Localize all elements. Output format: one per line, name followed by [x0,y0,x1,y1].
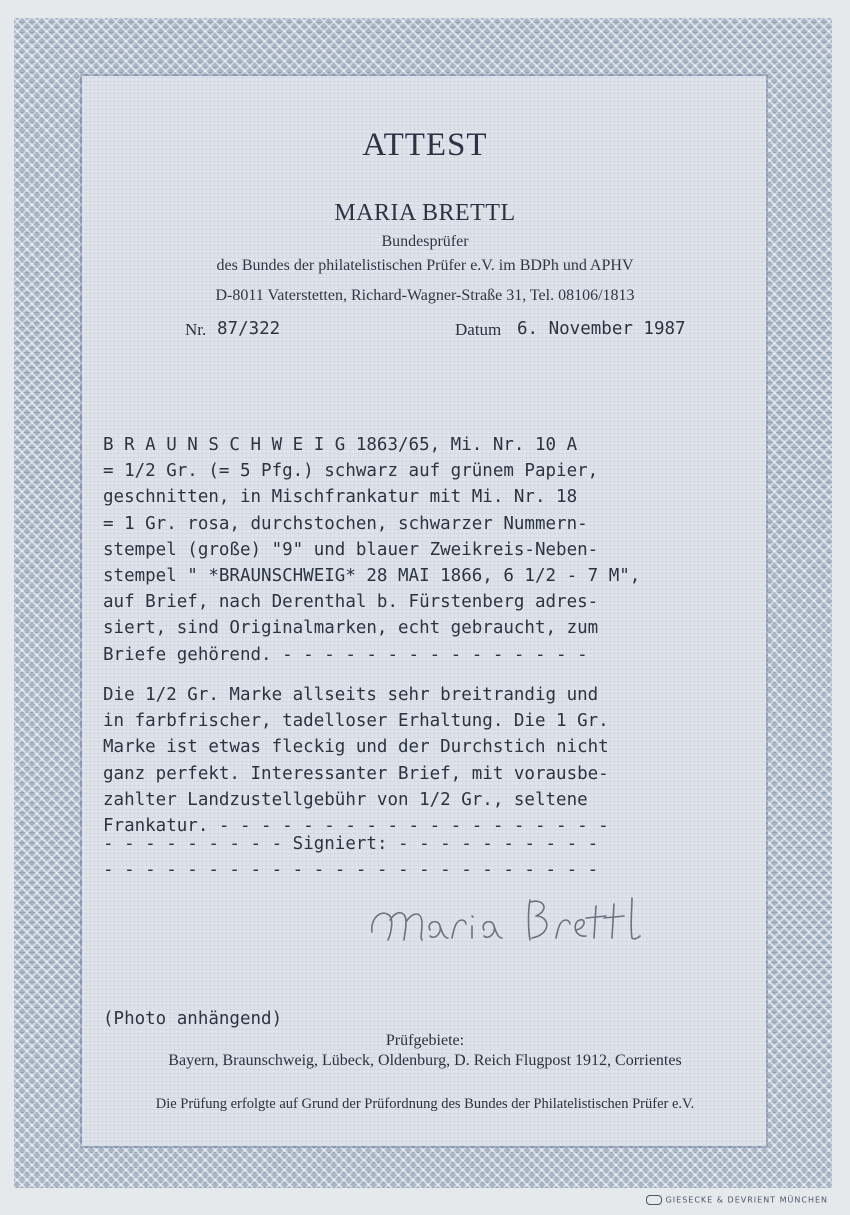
text-line: B R A U N S C H W E I G 1863/65, Mi. Nr. 10 A [103,435,578,455]
examiner-role: Bundesprüfer [381,233,469,250]
text-line: Briefe gehörend. - - - - - - - - - - - - - - - [103,644,588,665]
text-line: auf Brief, nach Derenthal b. Fürstenberg adres- [103,592,599,613]
text-line: zahlter Landzustellgebühr von 1/2 Gr., seltene [103,789,588,810]
printer-imprint [646,1195,828,1205]
number-label: Nr. [185,320,207,339]
footer-note: Die Prüfung erfolgte auf Grund der Prüfordnung des Bundes der Philatelistischen Prüfer e.V. [155,1096,695,1112]
pruefgebiete-list: Bayern, Braunschweig, Lübeck, Oldenburg, D. Reich Flugpost 1912, Corrientes [168,1052,682,1069]
dash-line: - - - - - - - - - - - - - - - - - - - - - - - - [103,860,599,880]
description-paragraph [103,432,640,668]
text-line: geschnitten, in Mischfrankatur mit Mi. Nr. 18 [103,487,578,508]
examiner-address: D-8011 Vaterstetten, Richard-Wagner-Straße 31, Tel. 08106/1813 [215,287,635,304]
examiner-name: MARIA BRETTL [334,200,516,226]
signed-label: Signiert: [292,834,388,854]
date-value: 6. November 1987 [517,319,686,339]
text-line: Marke ist etwas fleckig und der Durchstich nicht [103,737,609,758]
handwritten-signature [360,880,660,960]
gd-logo-icon [646,1195,662,1205]
text-line: ganz perfekt. Interessanter Brief, mit vorausbe- [103,763,609,784]
signed-prefix: - - - - - - - - - [103,834,293,854]
text-line: stempel " *BRAUNSCHWEIG* 28 MAI 1866, 6 1/2 - 7 M", [103,566,641,587]
text-line: = 1/2 Gr. (= 5 Pfg.) schwarz auf grünem Papier, [103,461,599,482]
text-line: in farbfrischer, tadelloser Erhaltung. Die 1 Gr. [103,711,609,732]
condition-paragraph [103,682,609,839]
text-line: stempel (große) "9" und blauer Zweikreis-Neben- [103,539,599,560]
photo-note: (Photo anhängend) [103,1009,283,1029]
number-value: 87/322 [217,319,281,339]
document-title: ATTEST [362,127,488,163]
text-line: = 1 Gr. rosa, durchstochen, schwarzer Nummern- [103,513,588,534]
signed-line [103,834,598,854]
pruefgebiete-title: Prüfgebiete: [385,1032,465,1049]
date-label: Datum [455,320,502,339]
text-line: siert, sind Originalmarken, echt gebraucht, zum [103,618,599,639]
examiner-association: des Bundes der philatelistischen Prüfer e.V. im BDPh und APHV [216,257,634,274]
text-line: Frankatur. - - - - - - - - - - - - - - - - - - - [103,816,609,837]
text-line: Die 1/2 Gr. Marke allseits sehr breitrandig und [103,685,599,705]
signed-suffix: - - - - - - - - - - [387,834,599,854]
printer-name: GIESECKE & DEVRIENT MÜNCHEN [665,1195,828,1205]
